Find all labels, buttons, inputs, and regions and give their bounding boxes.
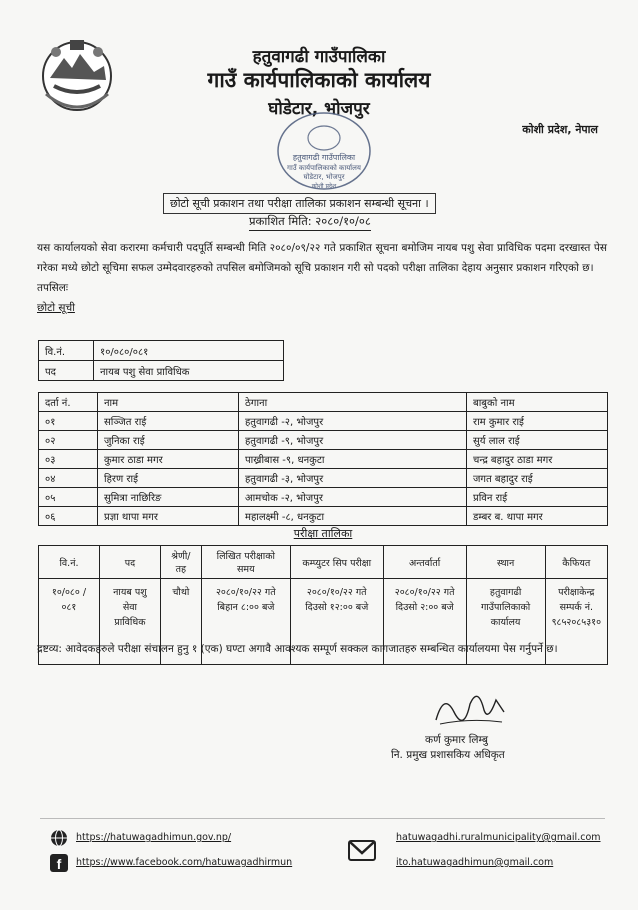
table-row	[39, 488, 608, 507]
notice-body	[37, 238, 607, 318]
cell-no: ०३	[39, 450, 98, 469]
col-header: पद	[99, 546, 160, 579]
table-row	[39, 469, 608, 488]
note-text: द्रष्टव्य: आवेदकहरुले परीक्षा संचालन हुनु १ (एक) घण्टा अगावै आवश्यक सम्पूर्ण सक्कल कागजातहरु सम्बन्धित कार्यालयमा पेस गर्नुपर्ने छ।	[37, 643, 558, 655]
tapasil-label: तपसिलः	[37, 282, 69, 294]
cell-father: प्रविन राई	[467, 488, 608, 507]
website-link[interactable]: https://hatuwagadhimun.gov.np/	[76, 832, 232, 843]
cell-no: ०४	[39, 469, 98, 488]
cell-no: ०१	[39, 412, 98, 431]
cell-address: हतुवागढी -३, भोजपुर	[239, 469, 467, 488]
stamp-line4: कोशी प्रदेश	[311, 183, 337, 190]
cell-name: कुमार ठाडा मगर	[98, 450, 239, 469]
ad-label: पद	[39, 361, 94, 381]
cell-post: नायब पशु सेवा प्राविधिक	[99, 579, 160, 665]
cell-place: हतुवागढी गाउँपालिकाको कार्यालय	[466, 579, 545, 665]
office-name-line1: हतुवागढी गाउँपालिका	[252, 47, 386, 67]
facebook-icon	[50, 854, 68, 876]
cell-interview: २०८०/१०/२२ गते दिउसो २:०० बजे	[383, 579, 466, 665]
col-header: लिखित परीक्षाको समय	[201, 546, 290, 579]
col-header: ठेगाना	[239, 393, 467, 412]
table-row	[39, 412, 608, 431]
table-row	[39, 361, 284, 381]
publication-date: प्रकाशित मिति: २०८०/१०/०८	[249, 214, 371, 231]
signatory-name: कर्ण कुमार लिम्बु	[425, 734, 488, 746]
cell-written: २०८०/१०/२२ गते बिहान ८:०० बजे	[201, 579, 290, 665]
shortlist-table	[38, 392, 608, 526]
cell-name: जुनिका राई	[98, 431, 239, 450]
ad-value: नायब पशु सेवा प्राविधिक	[94, 361, 284, 381]
col-header: कम्प्युटर सिप परीक्षा	[290, 546, 383, 579]
col-header: कैफियत	[545, 546, 607, 579]
stamp-line1: हतुवागढी गाउँपालिका	[292, 153, 356, 162]
svg-text:f: f	[56, 856, 62, 872]
ad-value: १०/०८०/०८१	[94, 341, 284, 361]
stamp-line3: घोडेटार, भोजपुर	[303, 173, 345, 181]
table-header-row	[39, 393, 608, 412]
province-label: कोशी प्रदेश, नेपाल	[522, 123, 598, 136]
cell-no: ०६	[39, 507, 98, 526]
cell-adno: १०/०८० /०८१	[39, 579, 100, 665]
col-header: अन्तर्वार्ता	[383, 546, 466, 579]
cell-father: राम कुमार राई	[467, 412, 608, 431]
table-row	[39, 431, 608, 450]
table-row	[39, 341, 284, 361]
stamp-line2: गाउँ कार्यपालिकाको कार्यालय	[287, 164, 361, 172]
col-header: वि.नं.	[39, 546, 100, 579]
office-stamp	[272, 108, 376, 194]
cell-computer: २०८०/१०/२२ गते दिउसो १२:०० बजे	[290, 579, 383, 665]
col-header: बाबुको नाम	[467, 393, 608, 412]
col-header: श्रेणी/तह	[160, 546, 201, 579]
notice-title: छोटो सूची प्रकाशन तथा परीक्षा तालिका प्रकाशन सम्बन्धी सूचना ।	[163, 193, 436, 214]
table-row	[39, 450, 608, 469]
cell-no: ०२	[39, 431, 98, 450]
email-link-2[interactable]: ito.hatuwagadhimun@gmail.com	[396, 857, 554, 868]
cell-name: सञ्जित राई	[98, 412, 239, 431]
table-header-row	[39, 546, 608, 579]
cell-remarks: परीक्षाकेन्द्र सम्पर्क नं. ९८५२०८५३१०	[545, 579, 607, 665]
col-header: दर्ता नं.	[39, 393, 98, 412]
cell-address: महालक्ष्मी -८, धनकुटा	[239, 507, 467, 526]
office-name-line2: गाउँ कार्यपालिकाको कार्यालय	[207, 68, 431, 92]
cell-father: डम्बर ब. थापा मगर	[467, 507, 608, 526]
cell-name: हिरण राई	[98, 469, 239, 488]
cell-father: सुर्य लाल राई	[467, 431, 608, 450]
cell-address: हतुवागढी -२, भोजपुर	[239, 412, 467, 431]
globe-icon	[50, 829, 68, 851]
col-header: स्थान	[466, 546, 545, 579]
col-header: नाम	[98, 393, 239, 412]
cell-address: आमचोक -२, भोजपुर	[239, 488, 467, 507]
cell-father: चन्द्र बहादुर ठाडा मगर	[467, 450, 608, 469]
exam-schedule-title: परीक्षा तालिका	[293, 527, 353, 540]
facebook-link[interactable]: https://www.facebook.com/hatuwagadhirmun	[76, 857, 293, 868]
advertisement-info-table	[38, 340, 284, 381]
table-row	[39, 507, 608, 526]
notice-body-text: यस कार्यालयको सेवा करारमा कर्मचारी पदपूर्ति सम्बन्धी मिति २०८०/०९/२२ गते प्रकाशित सूचना बमोजिम नायब पशु सेवा प्राविधिक पदमा दरखास्त पेस गरेका मध्ये छोटो सूचिमा सफल उम्मेदवारहरुको तपसिल बमोजिमको सूचि प्रकाशन गरी सो पदको परीक्षा तालिका देहाय अनुसार प्रकाशन गरिएको छ।	[37, 242, 607, 274]
gmail-icon	[348, 838, 376, 866]
ad-label: वि.नं.	[39, 341, 94, 361]
cell-no: ०५	[39, 488, 98, 507]
email-link-1[interactable]: hatuwagadhi.ruralmunicipality@gmail.com	[396, 832, 601, 843]
signature-image	[430, 682, 510, 732]
cell-father: जगत बहादुर राई	[467, 469, 608, 488]
shortlist-heading: छोटो सूची	[37, 302, 75, 314]
cell-level: चौथो	[160, 579, 201, 665]
cell-address: पाख्रीबास -९, धनकुटा	[239, 450, 467, 469]
footer-divider	[40, 818, 605, 819]
office-address: घोडेटार, भोजपुर	[268, 99, 370, 119]
cell-address: हतुवागढी -९, भोजपुर	[239, 431, 467, 450]
signatory-designation: नि. प्रमुख प्रशासकिय अधिकृत	[391, 749, 505, 761]
cell-name: प्रज्ञा थापा मगर	[98, 507, 239, 526]
cell-name: सुमित्रा नाछिरिङ	[98, 488, 239, 507]
